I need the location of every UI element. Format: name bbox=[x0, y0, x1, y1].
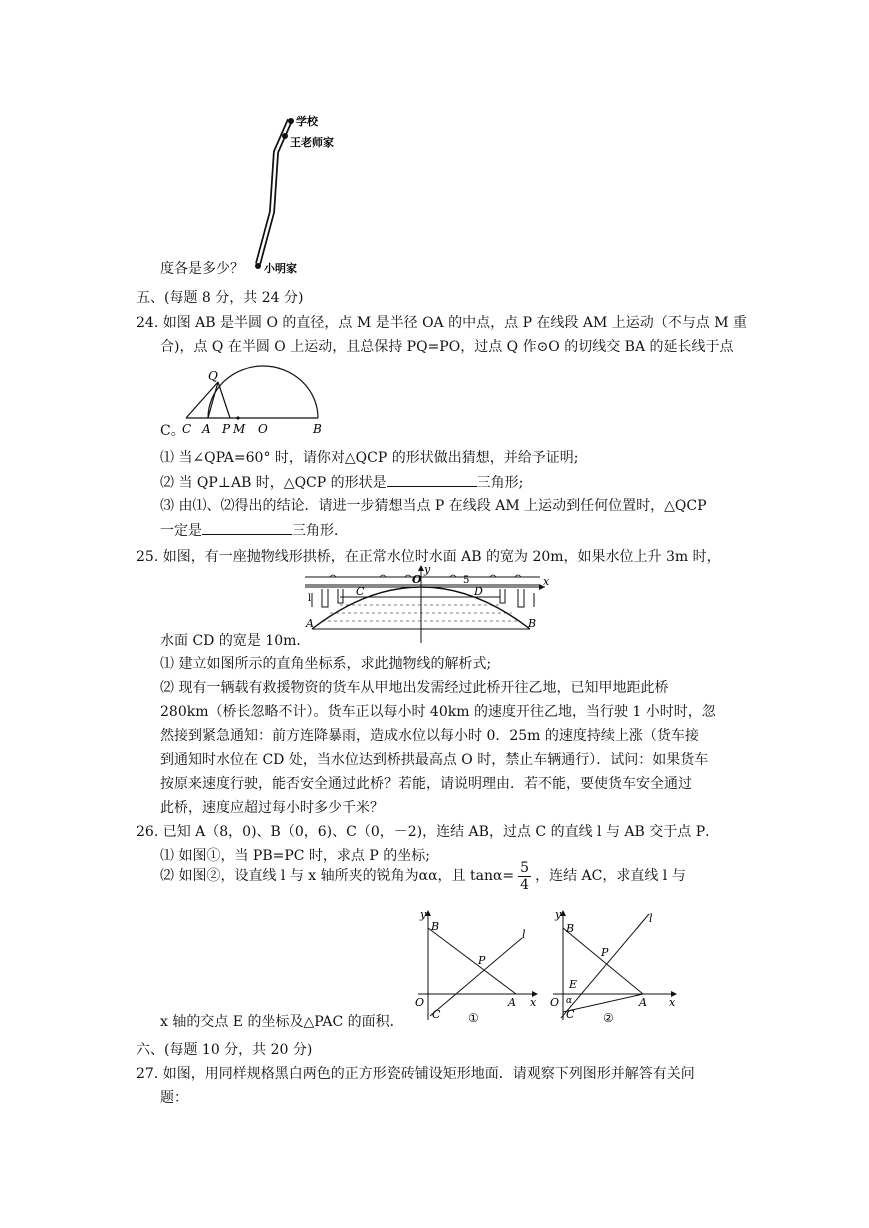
fig1-label-y: y bbox=[420, 908, 427, 921]
section-five-header: 五、(每题 8 分，共 24 分) bbox=[136, 290, 304, 306]
q24-label-Q: Q bbox=[208, 369, 218, 383]
q24-sub2-blank bbox=[387, 472, 477, 487]
q24-sub3-blank bbox=[202, 520, 292, 535]
fraction-denominator: 4 bbox=[520, 876, 530, 893]
fig2-label-x: x bbox=[669, 996, 676, 1009]
q24-label-P: P bbox=[222, 422, 231, 436]
fig1-label-l: l bbox=[522, 928, 526, 941]
q24-line3: C。 bbox=[160, 423, 185, 439]
fig2-label-y: y bbox=[555, 908, 562, 921]
section-six-header: 六、(每题 10 分，共 20 分) bbox=[136, 1042, 313, 1058]
q24-sub3c-text: 三角形． bbox=[292, 523, 348, 539]
q25-sub2-l3: 然接到紧急通知：前方连降暴雨，造成水位以每小时 0．25m 的速度持续上涨（货车接 bbox=[160, 728, 699, 744]
route-figure bbox=[250, 112, 360, 277]
fig2-label-C: C bbox=[566, 1008, 575, 1021]
q24-semicircle-figure bbox=[178, 358, 326, 438]
q25-label-5: 5 bbox=[463, 575, 470, 586]
q25-bridge-figure bbox=[300, 565, 555, 645]
q24-sub2 bbox=[160, 472, 523, 493]
q26-line1: 26. 已知 A（8，0)、B（0，6)、C（0，－2)，连结 AB，过点 C 的直线 l 与 AB 交于点 P． bbox=[136, 824, 720, 840]
fig1-label-C: C bbox=[432, 1008, 441, 1021]
fig2-label-E: E bbox=[569, 978, 578, 991]
q26-sub2 bbox=[160, 858, 686, 894]
fig2-label-A: A bbox=[639, 996, 647, 1009]
q24-label-C: C bbox=[182, 422, 192, 436]
q26-figure-1 bbox=[410, 908, 540, 1028]
fig1-label-x: x bbox=[530, 996, 537, 1009]
fig1-label-P: P bbox=[478, 954, 486, 967]
q25-sub2-l2: 280km（桥长忽略不计）。货车正以每小时 40km 的速度开往乙地，当行驶 1 小时时，忽 bbox=[160, 704, 716, 720]
q25-label-C: C bbox=[356, 585, 365, 598]
q25-sub2-l1: ⑵ 现有一辆载有救援物资的货车从甲地出发需经过此桥开往乙地，已知甲地距此桥 bbox=[160, 680, 669, 696]
q25-label-l: l bbox=[308, 593, 312, 604]
tan-fraction bbox=[518, 860, 531, 893]
fraction-numerator: 5 bbox=[520, 859, 530, 876]
q24-sub3-cont bbox=[160, 520, 348, 541]
label-xiaoming-home: 小明家 bbox=[264, 262, 297, 275]
q27-line1: 27. 如图，用同样规格黑白两色的正方形瓷砖铺设矩形地面．请观察下列图形并解答有关问 bbox=[136, 1066, 695, 1082]
fig2-label-alpha: α bbox=[566, 996, 573, 1006]
q24-label-B: B bbox=[313, 422, 322, 436]
q24-label-A: A bbox=[202, 422, 211, 436]
q24-sub3: ⑶ 由⑴、⑵得出的结论．请进一步猜想当点 P 在线段 AM 上运动到任何位置时，△QCP bbox=[160, 498, 707, 514]
fig1-number: ① bbox=[468, 1011, 479, 1025]
q24-sub2-tail: 三角形; bbox=[476, 475, 524, 491]
q25-label-x: x bbox=[543, 575, 550, 588]
q24-label-O: O bbox=[258, 422, 268, 436]
fig2-label-B: B bbox=[566, 922, 575, 935]
q25-sub1: ⑴ 建立如图所示的直角坐标系，求此抛物线的解析式; bbox=[160, 656, 492, 672]
q24-sub2-text: ⑵ 当 QP⊥AB 时，△QCP 的形状是 bbox=[160, 475, 387, 491]
q25-line1: 25. 如图，有一座抛物线形拱桥，在正常水位时水面 AB 的宽为 20m，如果水位上升 3m 时， bbox=[136, 549, 721, 565]
q26-sub2-cont: x 轴的交点 E 的坐标及△PAC 的面积． bbox=[160, 1014, 404, 1030]
q25-label-y: y bbox=[424, 565, 431, 576]
q25-line2: 水面 CD 的宽是 10m． bbox=[160, 633, 311, 649]
q24-line2: 合)，点 Q 在半圆 O 上运动，且总保持 PQ=PO，过点 Q 作⊙O 的切线交 BA 的延长线于点 bbox=[160, 339, 734, 355]
fig2-number: ② bbox=[603, 1011, 614, 1025]
q24-label-M: M bbox=[233, 422, 246, 436]
q24-line1: 24. 如图 AB 是半圆 O 的直径，点 M 是半径 OA 的中点，点 P 在线段 AM 上运动（不与点 M 重 bbox=[136, 315, 748, 331]
q24-sub1: ⑴ 当∠QPA=60° 时，请你对△QCP 的形状做出猜想，并给予证明; bbox=[160, 450, 579, 466]
q25-sub2-l4: 到通知时水位在 CD 处，当水位达到桥拱最高点 O 时，禁止车辆通行）．试问：如果货车 bbox=[160, 752, 709, 768]
q25-label-B: B bbox=[528, 617, 537, 630]
q25-sub2-l6: 此桥，速度应超过每小时多少千米？ bbox=[160, 800, 384, 816]
q26-figure-2 bbox=[545, 908, 680, 1028]
fig2-label-l: l bbox=[649, 912, 653, 925]
fig1-label-B: B bbox=[431, 920, 440, 933]
q25-label-O: O bbox=[412, 573, 422, 586]
label-school: 学校 bbox=[296, 115, 318, 128]
fig2-label-P: P bbox=[601, 946, 609, 959]
q26-sub2-text: ⑵ 如图②，设直线 l 与 x 轴所夹的锐角为αα，且 tanα= bbox=[160, 868, 515, 884]
label-teacher-home: 王老师家 bbox=[290, 136, 334, 149]
q25-label-D: D bbox=[474, 585, 483, 598]
fig1-label-O: O bbox=[415, 996, 425, 1009]
q24-sub3b-text: 一定是 bbox=[160, 523, 202, 539]
semicircle-arc bbox=[208, 366, 318, 418]
fig2-label-O: O bbox=[550, 996, 560, 1009]
q27-line2: 题： bbox=[160, 1090, 188, 1106]
q26-sub1: ⑴ 如图①，当 PB=PC 时，求点 P 的坐标; bbox=[160, 848, 430, 864]
q25-sub2-l5: 按原来速度行驶，能否安全通过此桥？若能，请说明理由．若不能，要使货车安全通过 bbox=[160, 776, 692, 792]
q25-label-A: A bbox=[306, 617, 314, 630]
q23-tail: 度各是多少？ bbox=[160, 261, 244, 277]
q26-sub2-tail: ，连结 AC，求直线 l 与 bbox=[535, 868, 686, 884]
fig1-label-A: A bbox=[508, 996, 516, 1009]
